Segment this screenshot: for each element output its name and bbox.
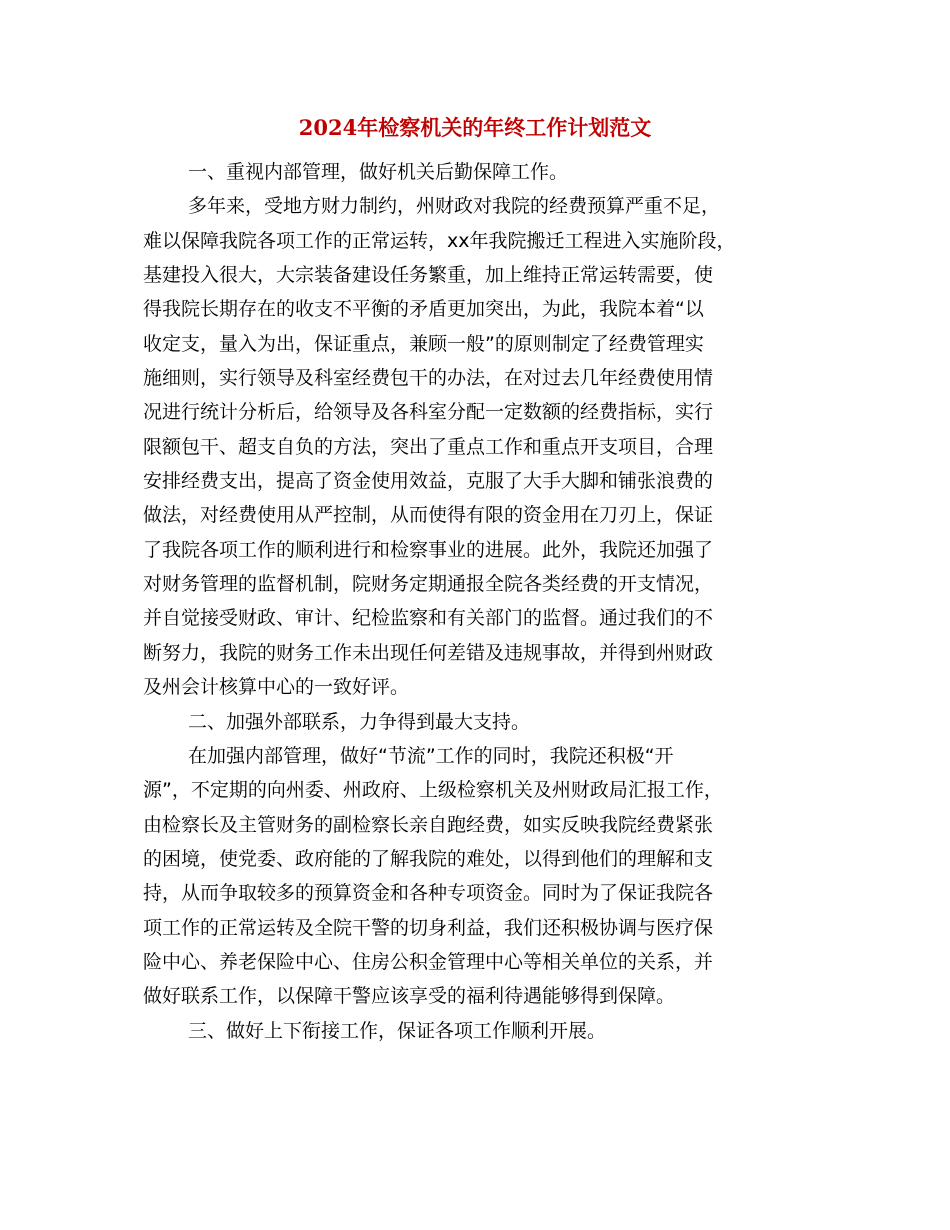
paragraph-first-line: 二、加强外部联系，力争得到最大支持。 <box>188 710 531 733</box>
paragraph-line: 的困境，使党委、政府能的了解我院的难处，以得到他们的理解和支 <box>143 847 714 870</box>
document-body <box>143 155 805 1048</box>
paragraph-line: 并自觉接受财政、审计、纪检监察和有关部门的监督。通过我们的不 <box>143 607 714 630</box>
paragraph-line: 难以保障我院各项工作的正常运转，xx年我院搬迁工程进入实施阶段， <box>143 229 736 252</box>
paragraph-first-line: 多年来，受地方财力制约，州财政对我院的经费预算严重不足， <box>188 195 721 218</box>
paragraph-line: 断努力，我院的财务工作未出现任何差错及违规事故，并得到州财政 <box>143 641 714 664</box>
paragraph-first-line: 一、重视内部管理，做好机关后勤保障工作。 <box>188 161 569 183</box>
paragraph-line: 了我院各项工作的顺利进行和检察事业的进展。此外，我院还加强了 <box>143 538 714 561</box>
paragraph-line: 收定支，量入为出，保证重点，兼顾一般”的原则制定了经费管理实 <box>143 332 704 355</box>
paragraph-line: 对财务管理的监督机制，院财务定期通报全院各类经费的开支情况， <box>143 573 714 596</box>
paragraph-line: 做好联系工作，以保障干警应该享受的福利待遇能够得到保障。 <box>143 985 676 1008</box>
document-title: 2024年检察机关的年终工作计划范文 <box>298 115 652 140</box>
paragraph-line: 安排经费支出，提高了资金使用效益，克服了大手大脚和铺张浪费的 <box>143 470 714 493</box>
paragraph-line: 做法，对经费使用从严控制，从而使得有限的资金用在刀刃上，保证 <box>143 504 714 527</box>
paragraph-line: 限额包干、超支自负的方法，突出了重点工作和重点开支项目，合理 <box>143 435 714 458</box>
paragraph-line: 项工作的正常运转及全院干警的切身利益，我们还积极协调与医疗保 <box>143 916 714 939</box>
paragraph-line: 由检察长及主管财务的副检察长亲自跑经费，如实反映我院经费紧张 <box>143 813 714 836</box>
paragraph-line: 况进行统计分析后，给领导及各科室分配一定数额的经费指标，实行 <box>143 401 714 424</box>
paragraph-first-line: 三、做好上下衔接工作，保证各项工作顺利开展。 <box>188 1019 607 1042</box>
paragraph-line: 及州会计核算中心的一致好评。 <box>143 676 410 699</box>
paragraph-line: 施细则，实行领导及科室经费包干的办法，在对过去几年经费使用情 <box>143 367 714 390</box>
paragraph-line: 得我院长期存在的收支不平衡的矛盾更加突出，为此，我院本着“以 <box>143 298 704 321</box>
paragraph-line: 基建投入很大，大宗装备建设任务繁重，加上维持正常运转需要，使 <box>143 264 714 287</box>
paragraph-line: 源”，不定期的向州委、州政府、上级检察机关及州财政局汇报工作， <box>143 779 723 802</box>
paragraph-line: 险中心、养老保险中心、住房公积金管理中心等相关单位的关系，并 <box>143 950 714 973</box>
paragraph-line: 持，从而争取较多的预算资金和各种专项资金。同时为了保证我院各 <box>143 882 714 905</box>
paragraph-first-line: 在加强内部管理，做好“节流”工作的同时，我院还积极“开 <box>188 744 674 767</box>
